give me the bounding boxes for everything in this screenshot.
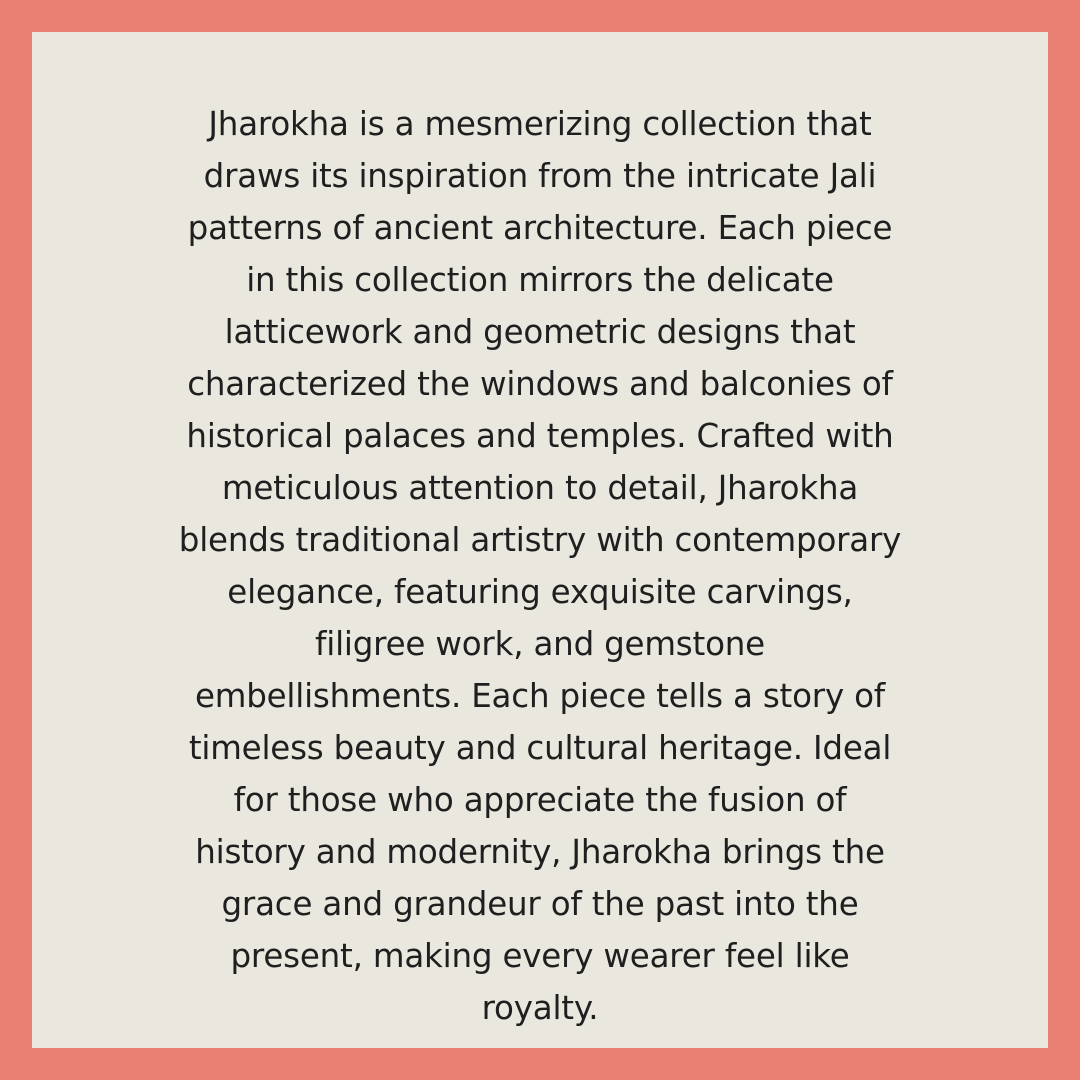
description-line: meticulous attention to detail, Jharokha [221,469,859,507]
description-line: elegance, featuring exquisite carvings, [227,573,853,611]
description-line: for those who appreciate the fusion of [233,781,847,819]
description-line: present, making every wearer feel like [230,937,850,975]
description-line: Jharokha is a mesmerizing collection that [208,105,872,143]
description-line: historical palaces and temples. Crafted with [186,417,894,455]
description-paragraph [110,98,970,1034]
description-line: grace and grandeur of the past into the [221,885,859,923]
description-line: draws its inspiration from the intricate Jali [203,157,877,195]
description-line: royalty. [481,989,599,1027]
description-line: patterns of ancient architecture. Each piece [187,209,893,247]
description-line: characterized the windows and balconies of [187,365,893,403]
text-panel [32,32,1048,1048]
description-line: history and modernity, Jharokha brings the [195,833,885,871]
description-line: latticework and geometric designs that [224,313,856,351]
description-line: filigree work, and gemstone [315,625,765,663]
description-line: timeless beauty and cultural heritage. Ideal [188,729,892,767]
description-line: in this collection mirrors the delicate [246,261,834,299]
description-line: embellishments. Each piece tells a story of [194,677,886,715]
description-line: blends traditional artistry with contemporary [178,521,902,559]
